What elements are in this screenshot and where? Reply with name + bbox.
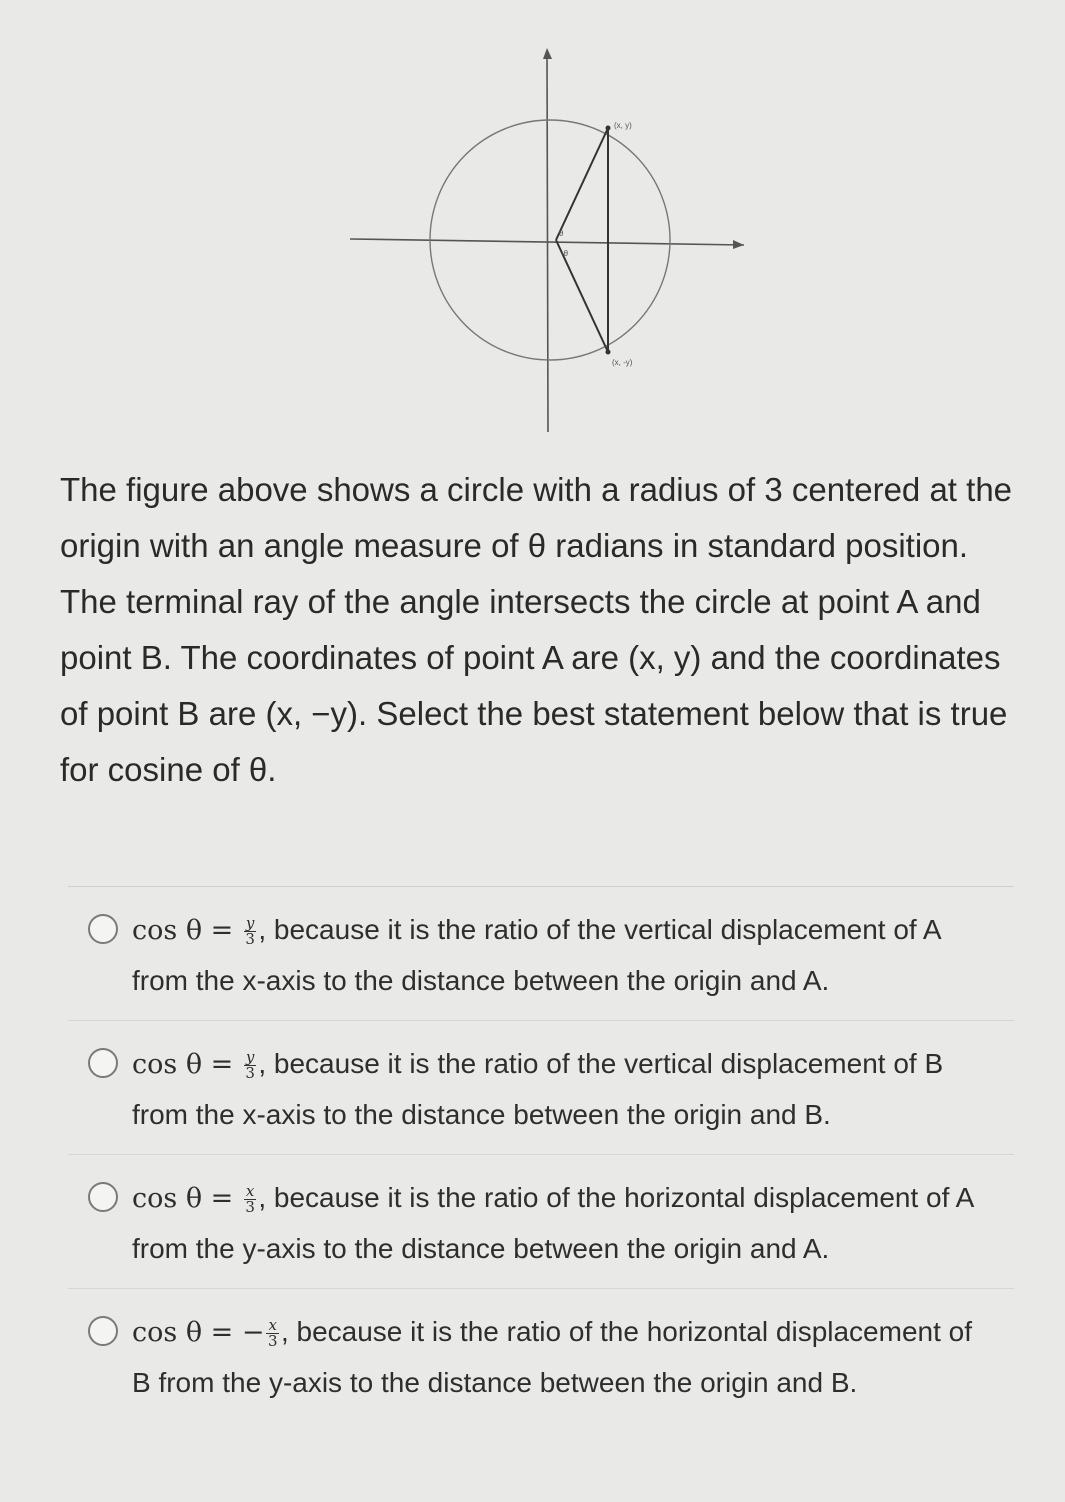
option-fraction: $\frac{y}{3}$ (245, 914, 255, 949)
answer-option-3[interactable] (68, 1155, 1014, 1289)
radio-button[interactable] (88, 1048, 118, 1078)
radio-button[interactable] (88, 1182, 118, 1212)
option-fraction: $\frac{x}{3}$ (267, 1316, 278, 1351)
point-a (606, 126, 611, 131)
question-text: The figure above shows a circle with a radius of 3 centered at the origin with an angle measure of θ radians in standard position. The terminal ray of the angle intersects the circle at point A and point B. The coordinates of point A are (x, y) and the coordinates of point B are (x, −y). Select the best statement below that is true for cosine of θ. (60, 471, 1013, 788)
x-axis-arrow (733, 240, 744, 249)
option-prefix: cos θ = (132, 915, 242, 946)
option-prefix: cos θ = (132, 1183, 242, 1214)
option-text: , because it is the ratio of the vertical displacement of A from the x-axis to the distance between the origin and A. (132, 914, 941, 996)
radio-button[interactable] (88, 914, 118, 944)
unit-circle-figure (340, 40, 760, 440)
option-fraction: $\frac{y}{3}$ (245, 1048, 255, 1083)
point-a-label: (x, y) (614, 121, 632, 130)
option-prefix: cos θ = (132, 1317, 242, 1348)
option-text: , because it is the ratio of the vertical displacement of B from the x-axis to the distance between the origin and B. (132, 1048, 944, 1130)
option-text: , because it is the ratio of the horizontal displacement of A from the y-axis to the distance between the origin and A. (132, 1182, 973, 1264)
option-text: , because it is the ratio of the horizontal displacement of B from the y-axis to the distance between the origin and B. (132, 1316, 973, 1398)
answer-option-4[interactable] (68, 1289, 1014, 1422)
answer-options (68, 886, 1014, 1422)
negative-angle-label: -θ (561, 249, 569, 258)
option-sign: − (241, 1317, 265, 1348)
terminal-ray-a (556, 128, 608, 240)
angle-label: θ (559, 229, 564, 238)
answer-option-1[interactable] (68, 887, 1014, 1021)
option-fraction: $\frac{x}{3}$ (245, 1182, 255, 1217)
y-axis (547, 52, 548, 432)
answer-option-2[interactable] (68, 1021, 1014, 1155)
point-b (606, 350, 611, 355)
point-b-label: (x, -y) (612, 358, 633, 367)
y-axis-arrow (543, 48, 552, 59)
option-prefix: cos θ = (132, 1049, 242, 1080)
radio-button[interactable] (88, 1316, 118, 1346)
